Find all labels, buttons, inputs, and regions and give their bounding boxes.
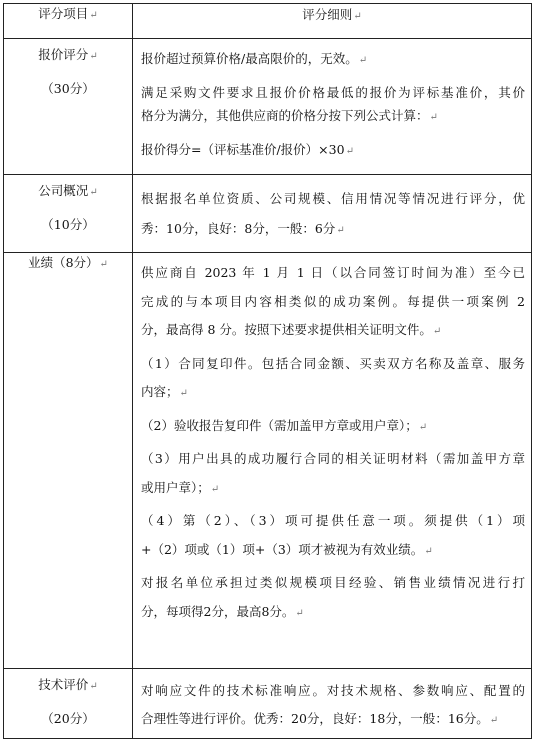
paragraph-mark-icon: ↵ — [99, 259, 108, 270]
detail-line: 合理性等进行评价。优秀：20分，良好：18分，一般：16分。 — [141, 710, 489, 726]
table-row — [4, 175, 532, 253]
item-label: 业绩（8分） — [28, 255, 99, 270]
detail-line: 报价得分=（评标基准价/报价）×30 — [141, 141, 345, 157]
table-row — [4, 253, 532, 669]
paragraph-mark-icon: ↵ — [336, 224, 345, 236]
detail-line: 报价超过预算价格/最高限价的，无效。 — [141, 51, 358, 66]
detail-line: 分，每项得2分，最高8分。 — [141, 603, 295, 619]
item-cell — [4, 669, 133, 739]
detail-line: 满足采购文件要求且报价价格最低的报价为评标基准价，其价 — [141, 84, 525, 100]
paragraph-mark-icon: ↵ — [432, 326, 442, 337]
detail-line: 完成的与本项目内容相类似的成功案例。每提供一项案例 2 — [141, 293, 525, 309]
detail-line: 秀：10分，良好：8分，一般：6分 — [141, 220, 336, 236]
item-points: （10分） — [41, 217, 95, 232]
header-cell-item — [4, 4, 133, 39]
header-item-label: 评分项目 — [38, 6, 89, 21]
paragraph-mark-icon: ↵ — [89, 681, 98, 692]
detail-line: （3）用户出具的成功履行合同的相关证明材料（需加盖甲方章 — [141, 451, 525, 466]
detail-line: +（2）项或（1）项+（3）项才被视为有效业绩。 — [141, 541, 424, 557]
paragraph-mark-icon: ↵ — [89, 51, 98, 62]
paragraph-mark-icon: ↵ — [345, 145, 354, 157]
item-label: 技术评价 — [38, 677, 89, 692]
header-cell-detail — [133, 4, 532, 39]
detail-line: 对报名单位承担过类似规模项目经验、销售业绩情况进行打 — [141, 575, 525, 590]
paragraph-mark-icon: ↵ — [489, 714, 499, 726]
table-row — [4, 39, 532, 175]
paragraph-mark-icon: ↵ — [179, 388, 188, 399]
header-row — [4, 4, 532, 39]
detail-cell — [133, 669, 532, 739]
detail-line: 或用户章）； — [141, 479, 210, 495]
item-cell — [4, 39, 133, 175]
paragraph-mark-icon: ↵ — [89, 187, 98, 198]
detail-line: 格分为满分，其他供应商的价格分按下列公式计算： — [141, 108, 429, 123]
detail-line: 对响应文件的技术标准响应。对技术规格、参数响应、配置的 — [141, 683, 525, 698]
item-cell — [4, 253, 133, 669]
item-points: （30分） — [41, 81, 95, 96]
detail-line: 供应商自 2023 年 1 月 1 日（以合同签订时间为准）至今已 — [141, 265, 525, 280]
paragraph-mark-icon: ↵ — [418, 421, 428, 433]
detail-cell — [133, 175, 532, 253]
paragraph-mark-icon: ↵ — [424, 545, 433, 557]
detail-cell — [133, 253, 532, 669]
paragraph-mark-icon: ↵ — [210, 483, 220, 495]
detail-line: 内容； — [141, 384, 179, 399]
detail-line: 根据报名单位资质、公司规模、信用情况等情况进行评分，优 — [141, 191, 525, 206]
paragraph-mark-icon: ↵ — [429, 112, 438, 123]
detail-line: （2）验收报告复印件（需加盖甲方章或用户章）； — [141, 417, 418, 433]
item-label: 公司概况 — [38, 183, 89, 198]
paragraph-mark-icon: ↵ — [89, 10, 98, 21]
detail-line: （4）第（2）、（3）项可提供任意一项。须提供（1）项 — [141, 513, 525, 528]
paragraph-mark-icon: ↵ — [358, 55, 368, 66]
paragraph-mark-icon: ↵ — [353, 11, 362, 22]
item-label: 报价评分 — [38, 47, 89, 62]
detail-cell — [133, 39, 532, 175]
detail-line: 分，最高得 8 分。按照下述要求提供相关证明文件。 — [141, 322, 432, 337]
paragraph-mark-icon: ↵ — [295, 607, 304, 619]
header-detail-label: 评分细则 — [302, 7, 353, 22]
item-cell — [4, 175, 133, 253]
scoring-table — [3, 3, 532, 739]
item-points: （20分） — [41, 711, 95, 726]
table-row — [4, 669, 532, 739]
detail-line: （1）合同复印件。包括合同金额、买卖双方名称及盖章、服务 — [141, 355, 525, 371]
